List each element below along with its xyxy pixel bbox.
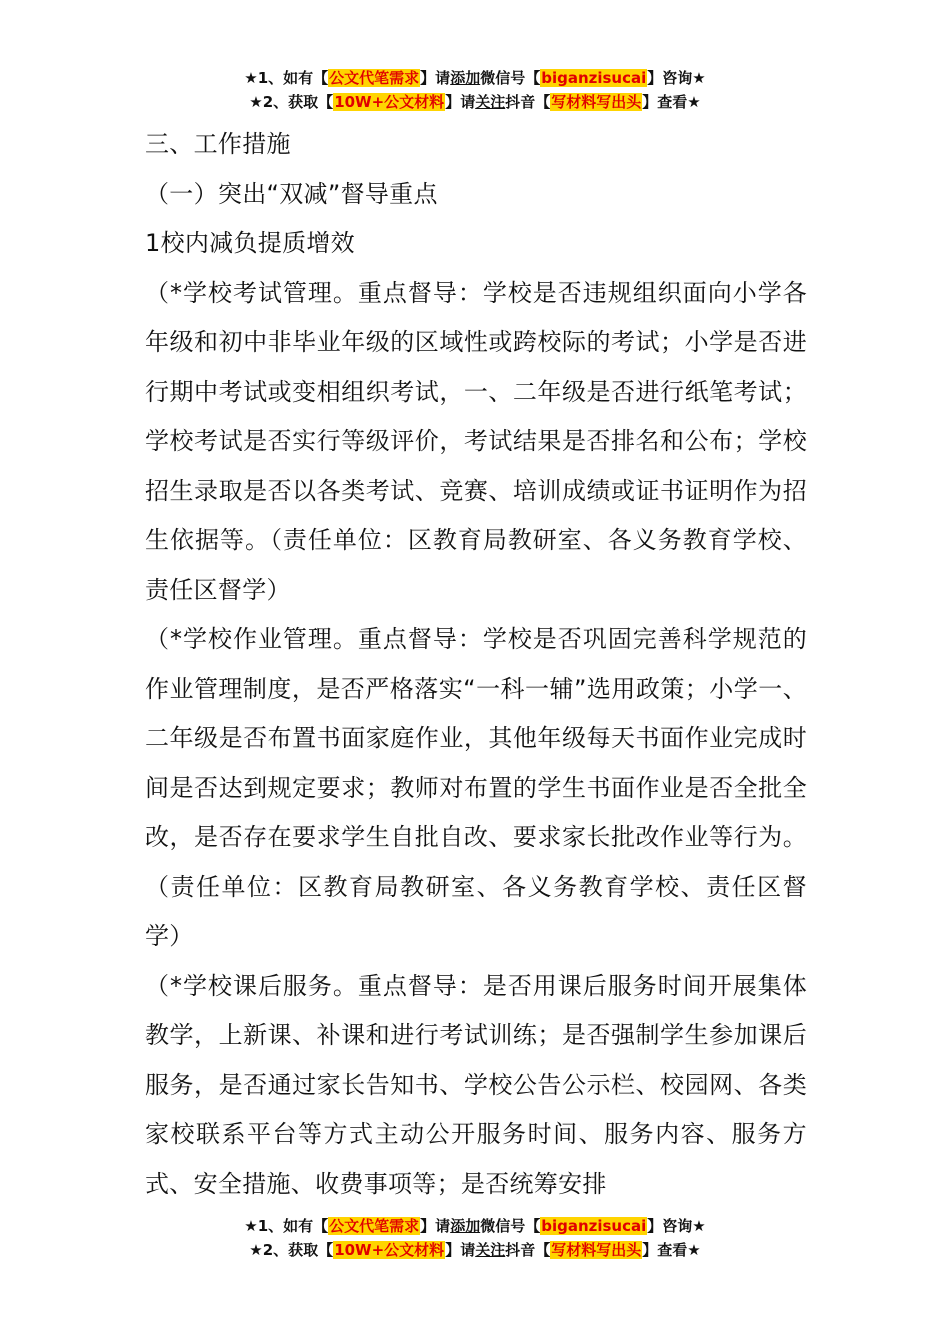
item-heading: 1校内减负提质增效 [145, 229, 355, 257]
banner-line-1: ★1、如有【公文代笔需求】请添加微信号【biganzisucai】咨询★ [244, 69, 706, 87]
highlight-wechat-id: biganzisucai [541, 69, 647, 87]
paragraph-after-school-service: （*学校课后服务。重点督导：是否用课后服务时间开展集体教学，上新课、补课和进行考试训练；是否强制学生参加课后服务，是否通过家长告知书、学校公告公示栏、校园网、各类家校联系平台等方式主动公开服务时间、服务内容、服务方式、安全措施、收费事项等；是否统筹安排 [145, 971, 807, 1198]
highlight-ghostwriting: 公文代笔需求 [329, 1217, 420, 1235]
section-heading: 三、工作措施 [145, 130, 291, 158]
highlight-douyin-account: 写材料写出头 [551, 93, 642, 111]
subsection-heading: （一）突出“双减”督导重点 [145, 179, 438, 208]
highlight-materials: 10W+公文材料 [334, 1241, 445, 1259]
highlight-materials: 10W+公文材料 [334, 93, 445, 111]
document-body [145, 120, 807, 1209]
highlight-douyin-account: 写材料写出头 [551, 1241, 642, 1259]
paragraph-exam-management: （*学校考试管理。重点督导：学校是否违规组织面向小学各年级和初中非毕业年级的区域性或跨校际的考试；小学是否进行期中考试或变相组织考试，一、二年级是否进行纸笔考试；学校考试是否实行等级评价，考试结果是否排名和公布；学校招生录取是否以各类考试、竞赛、培训成绩或证书证明作为招生依据等。（责任单位：区教育局教研室、各义务教育学校、责任区督学） [145, 278, 807, 604]
highlight-wechat-id: biganzisucai [541, 1217, 647, 1235]
highlight-ghostwriting: 公文代笔需求 [329, 69, 420, 87]
paragraph-homework-management: （*学校作业管理。重点督导：学校是否巩固完善科学规范的作业管理制度，是否严格落实“一科一辅”选用政策；小学一、二年级是否布置书面家庭作业，其他年级每天书面作业完成时间是否达到规定要求；教师对布置的学生书面作业是否全批全改，是否存在要求学生自批自改、要求家长批改作业等行为。（责任单位：区教育局教研室、各义务教育学校、责任区督学） [145, 625, 807, 950]
banner-line-2: ★2、获取【10W+公文材料】请关注抖音【写材料写出头】查看★ [249, 93, 701, 111]
banner-line-1: ★1、如有【公文代笔需求】请添加微信号【biganzisucai】咨询★ [244, 1217, 706, 1235]
top-banner [0, 66, 950, 114]
bottom-banner [0, 1214, 950, 1262]
banner-line-2: ★2、获取【10W+公文材料】请关注抖音【写材料写出头】查看★ [249, 1241, 701, 1259]
